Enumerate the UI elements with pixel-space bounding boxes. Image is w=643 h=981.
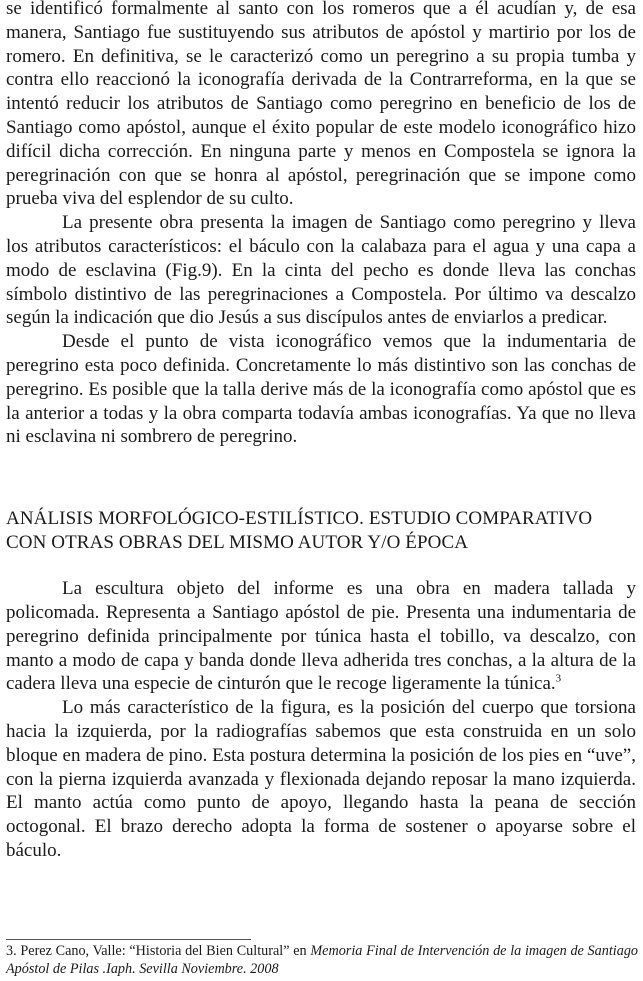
body-paragraph-1: se identificó formalmente al santo con los romeros que a él acudían y, de esa manera, Santiago fue sustituyendo sus atributos de apóstol y martirio por los de romero. En definitiva, se le caracterizó como un peregrino a su propia tumba y contra ello reaccionó la iconografía derivada de la Contrarreforma, en la que se intentó reducir los atributos de Santiago como peregrino en beneficio de los de Santiago como apóstol, aunque el éxito popular de este modelo iconográfico hizo difícil dicha corrección. En ninguna parte y menos en Compostela se ignora la peregrinación con que se honra al apóstol, peregrinación que se impone como prueba viva del esplendor de su culto. bbox=[6, 0, 636, 210]
footnote-divider bbox=[6, 939, 251, 940]
body-paragraph-2: La presente obra presenta la imagen de Santiago como peregrino y lleva los atributos característicos: el báculo con la calabaza para el agua y una capa a modo de esclavina (Fig.9). En la cinta del pecho es donde lleva las conchas símbolo distintivo de las peregrinaciones a Compostela. Por último va descalzo según la indicación que dio Jesús a sus discípulos antes de enviarlos a predicar. bbox=[6, 212, 636, 329]
section-heading-line-1: ANÁLISIS MORFOLÓGICO-ESTILÍSTICO. ESTUDIO COMPARATIVO bbox=[6, 508, 593, 530]
body-paragraph-4-text: La escultura objeto del informe es una obra en madera tallada y policomada. Representa a Santiago apóstol de pie. Presenta una indumentaria de peregrino definida principalmente por túnica hasta el tobillo, va descalzo, con manto a modo de capa y banda donde lleva adherida tres conchas, a la altura de la cadera lleva una especie de cinturón que le recoge ligeramente la túnica. bbox=[6, 578, 636, 695]
footnote bbox=[6, 942, 638, 978]
footnote-italic-title: Memoria Final de Intervención de la imagen de Santiago Apóstol de Pilas .Iaph. Sevilla Noviembre. 2008 bbox=[6, 943, 639, 977]
footnote-number: 3. bbox=[6, 943, 17, 959]
body-paragraph-5: Lo más característico de la figura, es la posición del cuerpo que torsiona hacia la izquierda, por la radiografías sabemos que esta construida en un solo bloque en madera de pino. Esta postura determina la posición de los pies en “uve”, con la pierna izquierda avanzada y flexionada dejando reposar la mano izquierda. El manto actúa como punto de apoyo, llegando hasta la peana de sección octogonal. El brazo derecho adopta la forma de sostener o apoyarse sobre el báculo. bbox=[6, 697, 636, 861]
section-heading-line-2: CON OTRAS OBRAS DEL MISMO AUTOR Y/O ÉPOCA bbox=[6, 532, 469, 554]
body-paragraph-3: Desde el punto de vista iconográfico vemos que la indumentaria de peregrino esta poco definida. Concretamente lo más distintivo son las conchas de peregrino. Es posible que la talla derive más de la iconografía como apóstol que es la anterior a todas y la obra comparta todavía ambas iconografías. Ya que no lleva ni esclavina ni sombrero de peregrino. bbox=[6, 331, 636, 448]
section-heading bbox=[6, 507, 636, 555]
footnote-text: Perez Cano, Valle: “Historia del Bien Cultural” en bbox=[20, 943, 307, 959]
body-paragraph-4 bbox=[6, 577, 636, 696]
footnote-reference[interactable]: 3 bbox=[555, 673, 562, 685]
document-page bbox=[6, 0, 636, 863]
